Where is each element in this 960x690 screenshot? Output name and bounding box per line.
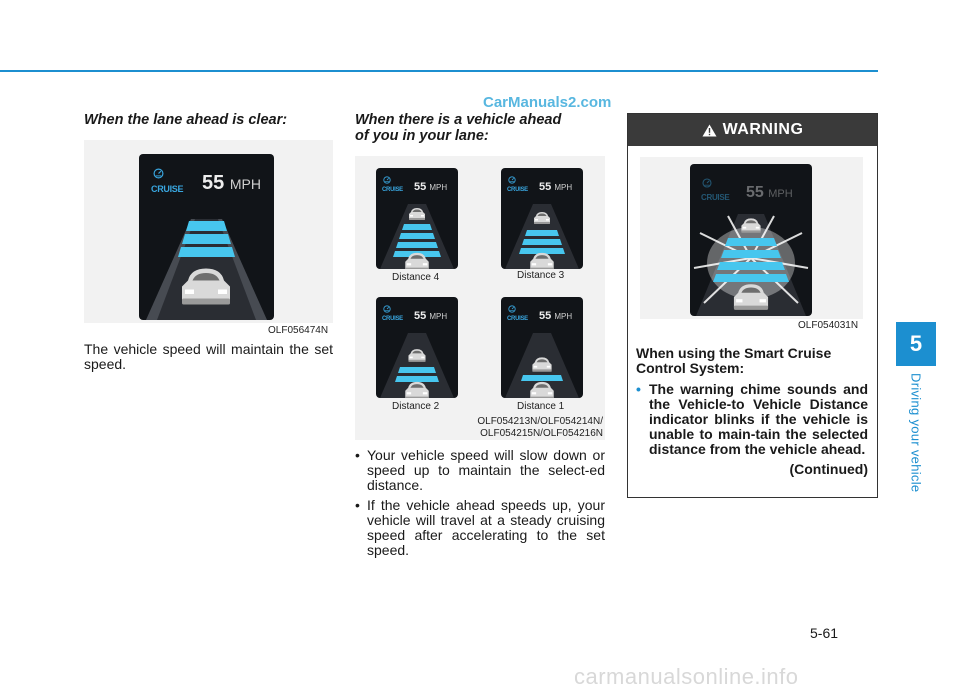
lane-graphic <box>690 208 812 316</box>
cruise-gauge-icon <box>153 168 164 179</box>
cruise-label: CRUISE <box>507 316 528 322</box>
lane-graphic <box>376 329 458 398</box>
cruise-label: CRUISE <box>151 184 184 194</box>
cruise-gauge-icon <box>383 176 391 184</box>
cluster-distance-4 <box>376 168 458 269</box>
set-speed: 55 MPH <box>539 181 573 193</box>
image-code-warning: OLF054031N <box>798 320 859 331</box>
watermark-top: CarManuals2.com <box>483 94 612 111</box>
cruise-gauge-icon <box>383 305 391 313</box>
warning-triangle-icon <box>702 124 717 137</box>
cluster-distance-3 <box>501 168 583 269</box>
blinking-indicator-image <box>640 157 863 319</box>
watermark-bottom: carmanualsonline.info <box>574 664 799 689</box>
cruise-gauge-icon <box>702 178 712 188</box>
set-speed: 55 MPH <box>414 310 448 322</box>
caption-distance-2: Distance 2 <box>392 401 440 412</box>
cruise-label: CRUISE <box>701 193 730 202</box>
top-rule <box>0 70 878 72</box>
left-heading: When the lane ahead is clear: <box>84 112 288 128</box>
warning-intro: When using the Smart Cruise Control System: <box>636 345 832 376</box>
set-speed: 55 MPH <box>414 181 448 193</box>
set-speed: 55 MPH <box>746 184 793 201</box>
left-body: The vehicle speed will maintain the set speed. <box>84 341 333 372</box>
list-item: • Your vehicle speed will slow down or speed up to maintain the select-ed distance. <box>355 448 605 493</box>
chapter-tab: 5 <box>896 322 936 366</box>
lane-graphic <box>139 209 274 320</box>
image-code-middle: OLF054213N/OLF054214N/ OLF054215N/OLF054216N <box>477 416 603 439</box>
continued-label: (Continued) <box>789 461 868 477</box>
list-item: • The warning chime sounds and the Vehicle-to Vehicle Distance indicator blinks if the vehicle is unable to main-tain the selected distance from the vehicle ahead. <box>636 382 868 457</box>
cluster-display <box>690 164 812 316</box>
caption-distance-4: Distance 4 <box>392 272 440 283</box>
cruise-label: CRUISE <box>507 187 528 193</box>
cruise-gauge-icon <box>508 176 516 184</box>
warning-header <box>628 114 877 146</box>
middle-heading: When there is a vehicle ahead of you in your lane: <box>355 112 562 144</box>
set-speed: 55 MPH <box>539 310 573 322</box>
caption-distance-1: Distance 1 <box>517 401 565 412</box>
lane-graphic <box>501 329 583 398</box>
warning-text <box>636 346 868 477</box>
cruise-gauge-icon <box>508 305 516 313</box>
lane-graphic <box>376 200 458 269</box>
distance-settings-image <box>355 156 605 440</box>
warning-title: WARNING <box>722 121 804 138</box>
cluster-display <box>139 154 274 320</box>
list-item: • If the vehicle ahead speeds up, your vehicle will travel at a steady cruising speed after accelerating to the set speed. <box>355 498 605 558</box>
lane-graphic <box>501 200 583 269</box>
warning-box <box>627 113 878 498</box>
cruise-label: CRUISE <box>382 316 403 322</box>
chapter-label: Driving your vehicle <box>908 373 924 493</box>
cruise-label: CRUISE <box>382 187 403 193</box>
image-code-left: OLF056474N <box>268 325 329 336</box>
caption-distance-3: Distance 3 <box>517 270 565 281</box>
lane-clear-image <box>84 140 333 323</box>
cluster-distance-2 <box>376 297 458 398</box>
set-speed: 55 MPH <box>202 172 261 194</box>
cluster-distance-1 <box>501 297 583 398</box>
page-number: 5-61 <box>810 625 839 641</box>
middle-bullet-list <box>355 448 605 563</box>
